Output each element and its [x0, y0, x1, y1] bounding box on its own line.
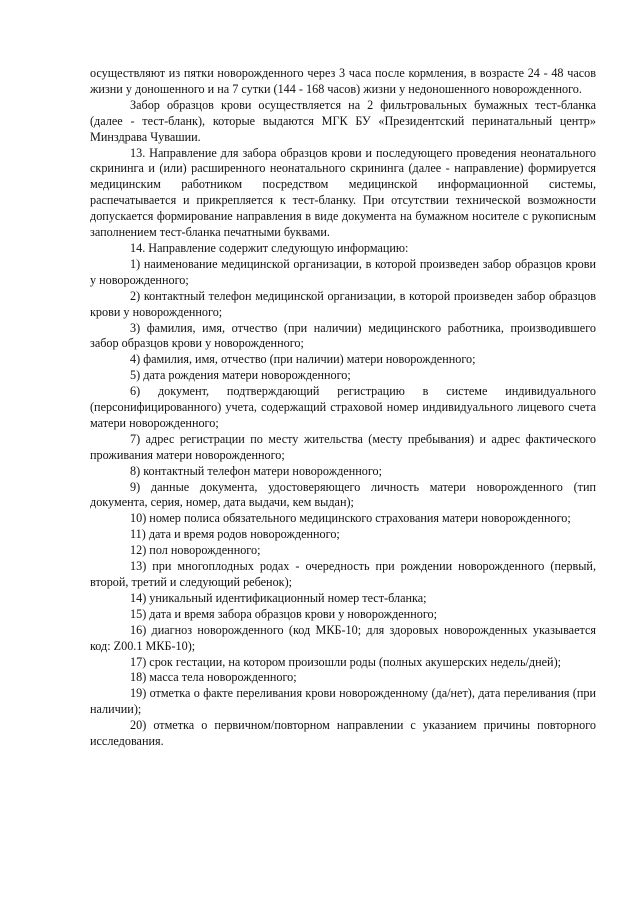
- list-item-5: 5) дата рождения матери новорожденного;: [130, 368, 351, 383]
- list-item-3: 3) фамилия, имя, отчество (при наличии) медицинского работника, производившего забор образцов крови у новорожденного;: [90, 320, 596, 351]
- list-item-13: 13) при многоплодных родах - очередность при рождении новорожденного (первый, второй, третий и следующий ребенок);: [90, 559, 596, 589]
- list-item-14: 14) уникальный идентификационный номер тест-бланка;: [130, 590, 427, 605]
- list-item-4: 4) фамилия, имя, отчество (при наличии) матери новорожденного;: [130, 352, 476, 367]
- paragraph-blood-sampling: Забор образцов крови осуществляется на 2 фильтровальных бумажных тест-бланка (далее - тест-бланк), которые выдаются МГК БУ «Президентский перинатальный центр» Минздрава Чувашии.: [90, 97, 596, 144]
- list-item-16: 16) диагноз новорожденного (код МКБ-10; для здоровых новорожденных указывается код: Z00.1 МКБ-10);: [90, 622, 596, 653]
- document-page: [90, 66, 596, 750]
- list-item-6: 6) документ, подтверждающий регистрацию в системе индивидуального (персонифицированного) учета, содержащий страховой номер индивидуального лицевого счета матери новорожденного;: [90, 384, 596, 430]
- list-item-10: 10) номер полиса обязательного медицинского страхования матери новорожденного;: [130, 511, 571, 526]
- list-item-19: 19) отметка о факте переливания крови новорожденному (да/нет), дата переливания (при наличии);: [90, 686, 596, 717]
- list-item-12: 12) пол новорожденного;: [130, 543, 261, 558]
- paragraph-13-referral: 13. Направление для забора образцов крови и последующего проведения неонатального скрининга и (или) расширенного неонатального скрининга (далее - направление) формируется медицинским работником посредством медицинской информационной системы, распечатывается и прикрепляется к тест-бланку. При отсутствии технической возможности допускается формирование направления в виде документа на бумажном носителе с рукописным заполнением тест-бланка печатными буквами.: [90, 145, 596, 240]
- list-item-20: 20) отметка о первичном/повторном направлении с указанием причины повторного исследования.: [90, 718, 596, 749]
- list-item-8: 8) контактный телефон матери новорожденного;: [130, 463, 383, 478]
- list-item-9: 9) данные документа, удостоверяющего личность матери новорожденного (тип документа, серия, номер, дата выдачи, кем выдан);: [90, 479, 596, 510]
- list-item-7: 7) адрес регистрации по месту жительства (месту пребывания) и адрес фактического проживания матери новорожденного;: [90, 431, 596, 462]
- list-item-2: 2) контактный телефон медицинской организации, в которой произведен забор образцов крови у новорожденного;: [90, 288, 596, 319]
- list-item-18: 18) масса тела новорожденного;: [130, 670, 297, 685]
- list-item-11: 11) дата и время родов новорожденного;: [130, 527, 340, 542]
- paragraph-14-heading: 14. Направление содержит следующую информацию:: [130, 240, 409, 255]
- list-item-15: 15) дата и время забора образцов крови у новорожденного;: [130, 606, 437, 621]
- list-item-1: 1) наименование медицинской организации, в которой произведен забор образцов крови у новорожденного;: [90, 256, 596, 287]
- paragraph-continuation: осуществляют из пятки новорожденного через 3 часа после кормления, в возрасте 24 - 48 часов жизни у доношенного и на 7 сутки (144 - 168 часов) жизни у недоношенного новорожденного.: [90, 66, 596, 96]
- list-item-17: 17) срок гестации, на котором произошли роды (полных акушерских недель/дней);: [130, 654, 562, 669]
